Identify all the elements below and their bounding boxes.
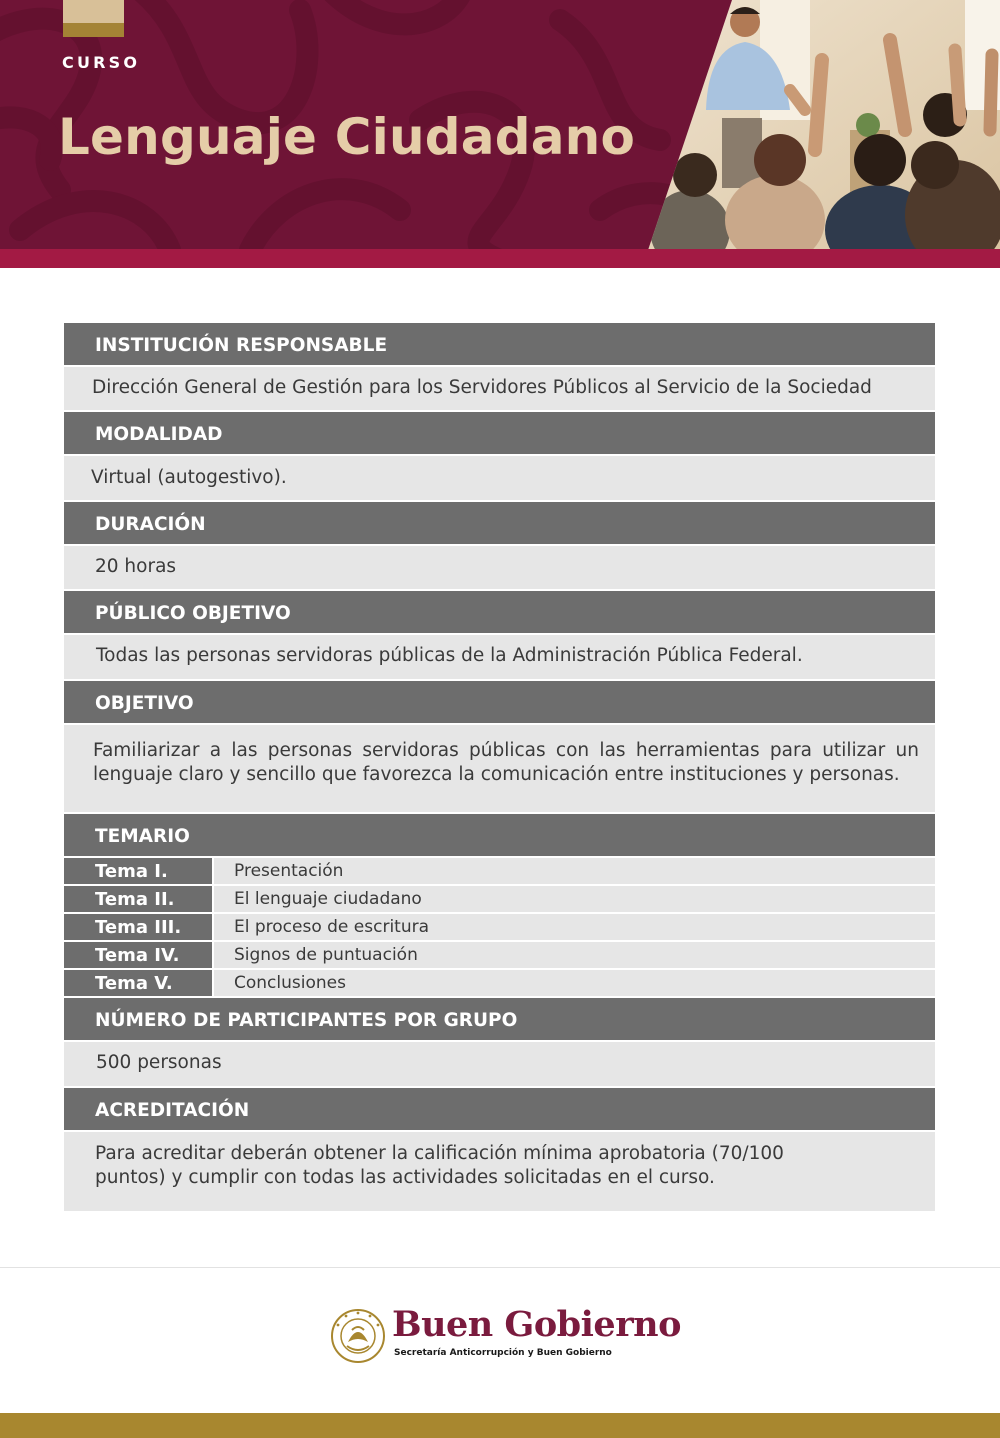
- duracion-text: 20 horas: [64, 546, 935, 591]
- acreditacion-heading: ACREDITACIÓN: [64, 1088, 935, 1132]
- institucion-text: Dirección General de Gestión para los Servidores Públicos al Servicio de la Sociedad: [64, 367, 935, 412]
- participantes-heading: NÚMERO DE PARTICIPANTES POR GRUPO: [64, 998, 935, 1042]
- tema-name: Conclusiones: [214, 970, 935, 996]
- tema-row: [64, 914, 935, 942]
- brand-name: Buen Gobierno: [392, 1304, 681, 1345]
- temario-list: [64, 858, 935, 998]
- buen-gobierno-logo: [330, 1304, 681, 1368]
- objetivo-text: Familiarizar a las personas servidoras públicas con las herramientas para utilizar un lenguaje claro y sencillo que favorezca la comunicación entre instituciones y personas.: [64, 725, 935, 814]
- tema-number: Tema IV.: [64, 942, 214, 968]
- tema-name: Signos de puntuación: [214, 942, 935, 968]
- header-banner: [0, 0, 1000, 268]
- course-info-table: [64, 323, 935, 1213]
- institucion-heading: INSTITUCIÓN RESPONSABLE: [64, 323, 935, 367]
- header-stripe: [0, 249, 1000, 268]
- duracion-heading: DURACIÓN: [64, 502, 935, 546]
- course-title: Lenguaje Ciudadano: [58, 108, 635, 166]
- modalidad-text: Virtual (autogestivo).: [64, 456, 935, 502]
- tema-number: Tema II.: [64, 886, 214, 912]
- footer-gold-bar: [0, 1413, 1000, 1438]
- tema-row: [64, 970, 935, 998]
- tema-name: Presentación: [214, 858, 935, 884]
- modalidad-heading: MODALIDAD: [64, 412, 935, 456]
- classroom-photo: [0, 0, 1000, 268]
- objetivo-heading: OBJETIVO: [64, 681, 935, 725]
- temario-heading: TEMARIO: [64, 814, 935, 858]
- tema-row: [64, 942, 935, 970]
- participantes-text: 500 personas: [64, 1042, 935, 1088]
- tema-number: Tema III.: [64, 914, 214, 940]
- tema-name: El lenguaje ciudadano: [214, 886, 935, 912]
- tema-number: Tema I.: [64, 858, 214, 884]
- course-label: CURSO: [62, 53, 141, 72]
- tema-number: Tema V.: [64, 970, 214, 996]
- publico-heading: PÚBLICO OBJETIVO: [64, 591, 935, 635]
- footer-divider: [0, 1267, 1000, 1268]
- brand-subtitle: Secretaría Anticorrupción y Buen Gobierno: [394, 1348, 612, 1358]
- mexico-seal-icon: [330, 1308, 386, 1364]
- tema-row: [64, 886, 935, 914]
- publico-text: Todas las personas servidoras públicas de la Administración Pública Federal.: [64, 635, 935, 681]
- acreditacion-text: Para acreditar deberán obtener la calificación mínima aprobatoria (70/100 puntos) y cumplir con todas las actividades solicitadas en el curso.: [64, 1132, 935, 1213]
- tema-name: El proceso de escritura: [214, 914, 935, 940]
- tema-row: [64, 858, 935, 886]
